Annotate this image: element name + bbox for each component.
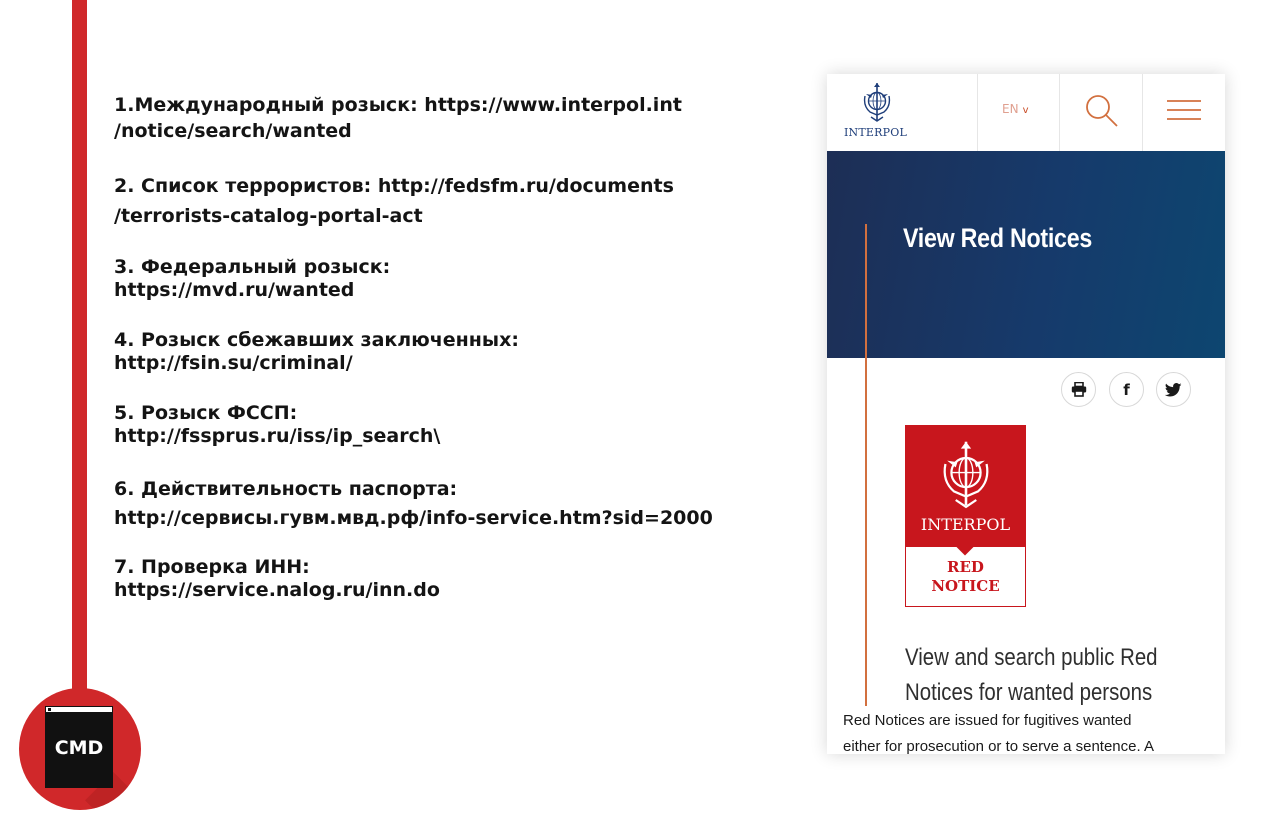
red-notice-logo [905,425,1026,607]
page-title: View Red Notices [903,223,1093,253]
description-text [843,708,1223,754]
language-selector[interactable] [977,74,1060,151]
red-notice-label-line: NOTICE [931,577,1000,595]
red-timeline-bar [72,0,87,700]
link-line: 7. Проверка ИНН: [114,556,310,578]
facebook-share-button[interactable] [1109,372,1144,407]
hamburger-menu-icon [1167,99,1201,125]
link-line: 2. Список террористов: http://fedsfm.ru/documents [114,175,674,197]
description-line: Red Notices are issued for fugitives wanted [843,712,1132,729]
link-line: 5. Розыск ФССП: [114,402,298,424]
orange-accent-line [865,224,867,706]
terminal-title-bar [46,707,112,712]
twitter-share-button[interactable] [1156,372,1191,407]
link-item-inn[interactable] [114,556,440,602]
link-item-interpol[interactable] [114,92,682,144]
interpol-logo-text: INTERPOL [844,126,907,139]
search-icon [1084,93,1120,129]
interpol-emblem-icon [938,440,994,512]
facebook-icon: f [1123,380,1130,399]
site-header [827,74,1225,151]
link-line: http://fsin.su/criminal/ [114,352,353,374]
link-item-fssp[interactable] [114,402,440,448]
language-label [1002,102,1028,116]
subtitle-line: Notices for wanted persons [905,679,1153,706]
chevron-down-icon: v [1022,105,1029,116]
printer-icon [1071,382,1087,397]
search-button[interactable] [1059,74,1143,151]
interpol-emblem-icon [861,82,893,124]
terminal-window-icon [45,706,113,788]
hero-banner [827,151,1225,358]
link-line: /notice/search/wanted [114,120,352,142]
interpol-mobile-screenshot [827,74,1225,754]
red-notice-logo-top [906,426,1025,547]
link-line: /terrorists-catalog-portal-act [114,205,423,227]
twitter-icon [1165,383,1182,397]
link-line: 3. Федеральный розыск: [114,256,391,278]
link-line: https://mvd.ru/wanted [114,279,355,301]
link-line: 4. Розыск сбежавших заключенных: [114,329,519,351]
link-line: https://service.nalog.ru/inn.do [114,579,440,601]
red-notice-label [906,558,1025,596]
red-notice-label-line: RED [947,558,984,576]
link-line: http://fssprus.ru/iss/ip_search\ [114,425,441,447]
link-item-mvd[interactable] [114,256,390,302]
link-item-fsin[interactable] [114,329,519,375]
cmd-logo-text: CMD [54,737,104,759]
menu-button[interactable] [1142,74,1225,151]
red-notice-org-text: INTERPOL [920,515,1011,534]
language-code: EN [1002,102,1019,116]
page-subtitle [905,640,1160,710]
description-line: either for prosecution or to serve a sentence. A [843,738,1155,754]
link-line: 1.Международный розыск: https://www.interpol.int [114,94,682,116]
interpol-logo-link[interactable] [827,74,977,151]
cmd-logo-badge [19,688,141,810]
print-button[interactable] [1061,372,1096,407]
subtitle-line: View and search public Red [905,644,1158,671]
link-line: http://сервисы.гувм.мвд.рф/info-service.htm?sid=2000 [114,507,713,529]
link-item-passport[interactable] [114,476,713,531]
link-item-terrorists[interactable] [114,173,674,229]
link-line: 6. Действительность паспорта: [114,478,458,500]
